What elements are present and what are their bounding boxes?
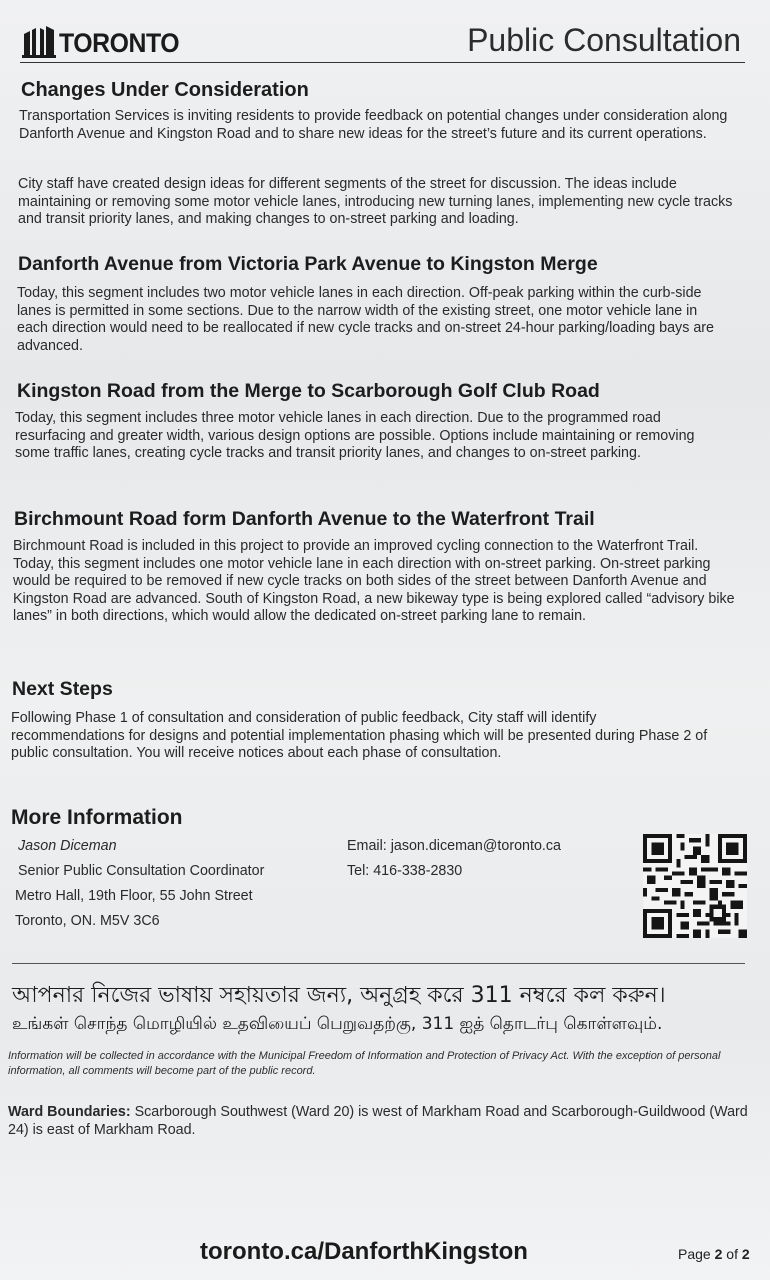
contact-email[interactable]: Email: jason.diceman@toronto.ca	[347, 838, 561, 854]
document-title: Public Consultation	[467, 22, 741, 58]
divider	[12, 963, 745, 964]
ward-boundaries	[8, 1104, 748, 1139]
birchmount-body: Birchmount Road is included in this project to provide an improved cycling connection to the Waterfront Trail. Today, this segment includes one motor vehicle lane in each direction with on-street parking. On-street parking would be required to be removed if new cycle tracks on both sides of the street between Danforth Avenue and Kingston Road are advanced. South of Kingston Road, a new bikeway type is being explored called “advisory bike lanes” in both directions, which would allow the dedicated on-street parking lane to remain.	[13, 538, 735, 624]
page-number: Page 2 of 2	[678, 1246, 750, 1262]
toronto-logo	[22, 22, 190, 58]
heading-more-info: More Information	[11, 806, 183, 829]
contact-address-1: Metro Hall, 19th Floor, 55 John Street	[15, 888, 253, 904]
contact-role: Senior Public Consultation Coordinator	[18, 863, 265, 879]
heading-changes: Changes Under Consideration	[21, 79, 309, 101]
ward-label: Ward Boundaries:	[8, 1104, 131, 1120]
heading-danforth: Danforth Avenue from Victoria Park Avenue to Kingston Merge	[18, 253, 598, 275]
kingston-body: Today, this segment includes three motor vehicle lanes in each direction. Due to the programmed road resurfacing and greater width, various design options are possible. Options include maintaining or removing some traffic lanes, creating cycle tracks and transit priority lanes, and changes to on-street parking.	[15, 410, 695, 461]
bengali-help-text: আপনার নিজের ভাষায় সহায়তার জন্য, অনুগ্রহ করে 311 নম্বরে কল করুন।	[12, 983, 666, 1008]
project-url[interactable]: toronto.ca/DanforthKingston	[200, 1238, 528, 1265]
contact-name: Jason Diceman	[18, 838, 117, 854]
qr-code-icon[interactable]	[643, 834, 747, 938]
changes-para-1: Transportation Services is inviting residents to provide feedback on potential changes under consideration along Danforth Avenue and Kingston Road and to share new ideas for the street’s future and its current operations.	[19, 108, 728, 142]
city-hall-icon	[22, 24, 56, 58]
danforth-body: Today, this segment includes two motor vehicle lanes in each direction. Off-peak parking within the curb-side lanes is permitted in some sections. Due to the narrow width of the existing street, one motor vehicle lane in each direction would need to be reallocated if new cycle tracks and on-street 24-hour parking/loading bays are advanced.	[17, 285, 714, 354]
logo-text: TORONTO	[59, 28, 180, 58]
page-total: 2	[741, 1246, 750, 1262]
privacy-note: Information will be collected in accordance with the Municipal Freedom of Information and Protection of Privacy Act. With the exception of personal information, all comments will become part of the public record.	[8, 1050, 721, 1077]
contact-channels	[347, 834, 561, 884]
contact-block	[15, 834, 265, 934]
ward-text: Scarborough Southwest (Ward 20) is west of Markham Road and Scarborough-Guildwood (Ward 24) is east of Markham Road.	[8, 1104, 748, 1138]
tamil-help-text: உங்கள் சொந்த மொழியில் உதவியைப் பெறுவதற்கு, 311 ஐத் தொடர்பு கொள்ளவும்.	[12, 1014, 663, 1034]
page-header	[20, 20, 745, 63]
next-steps-body: Following Phase 1 of consultation and consideration of public feedback, City staff will identify recommendations for designs and potential implementation phasing which will be presented during Phase 2 of public consultation. You will receive notices about each phase of consultation.	[11, 710, 708, 761]
changes-para-2: City staff have created design ideas for different segments of the street for discussion. The ideas include maintaining or removing some motor vehicle lanes, introducing new turning lanes, implementing new cycle tracks and transit priority lanes, and making changes to on-street parking and loading.	[18, 176, 733, 227]
contact-tel[interactable]: Tel: 416-338-2830	[347, 863, 463, 879]
heading-birchmount: Birchmount Road form Danforth Avenue to the Waterfront Trail	[14, 508, 595, 530]
contact-address-2: Toronto, ON. M5V 3C6	[15, 913, 160, 929]
heading-kingston: Kingston Road from the Merge to Scarborough Golf Club Road	[17, 380, 600, 402]
heading-next-steps: Next Steps	[12, 678, 113, 700]
page-current: 2	[714, 1246, 723, 1262]
